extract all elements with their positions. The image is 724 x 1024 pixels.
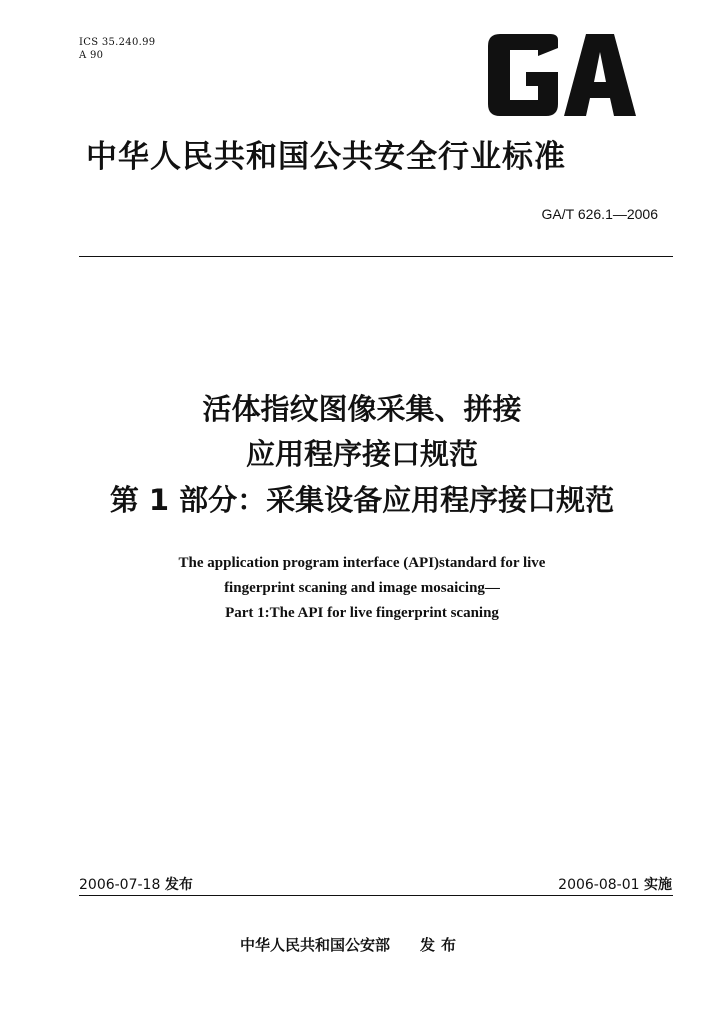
issuer-name: 中华人民共和国公安部 [240, 936, 391, 954]
ga-logo [488, 34, 636, 116]
issue-date-value: 2006-07-18 [79, 877, 161, 893]
english-title-line-2: fingerprint scaning and image mosaicing— [224, 580, 500, 596]
header-divider [79, 256, 673, 257]
ics-classification [79, 36, 155, 62]
effective-date-value: 2006-08-01 [558, 877, 640, 893]
issuer-action: 发布 [420, 936, 463, 954]
ics-code: ICS 35.240.99 [79, 37, 156, 48]
english-title [0, 551, 724, 626]
issue-date [79, 874, 193, 894]
effective-date-label: 实施 [644, 877, 672, 893]
issuer [240, 934, 462, 955]
chinese-title-line-1: 活体指纹图像采集、拼接 [202, 392, 522, 426]
footer-divider [79, 895, 673, 896]
english-title-line-3: Part 1:The API for live fingerprint scaning [225, 605, 499, 621]
chinese-title [0, 392, 724, 518]
standard-number: GA/T 626.1—2006 [541, 206, 658, 222]
chinese-title-line-2: 应用程序接口规范 [245, 437, 478, 471]
issue-date-label: 发布 [164, 877, 193, 893]
english-title-line-1: The application program interface (API)standard for live [178, 555, 546, 571]
issuing-category-title: 中华人民共和国公共安全行业标准 [86, 139, 566, 175]
effective-date [558, 874, 672, 894]
chinese-title-line-3: 第 1 部分：采集设备应用程序接口规范 [109, 483, 615, 517]
ccs-code: A 90 [79, 50, 104, 61]
